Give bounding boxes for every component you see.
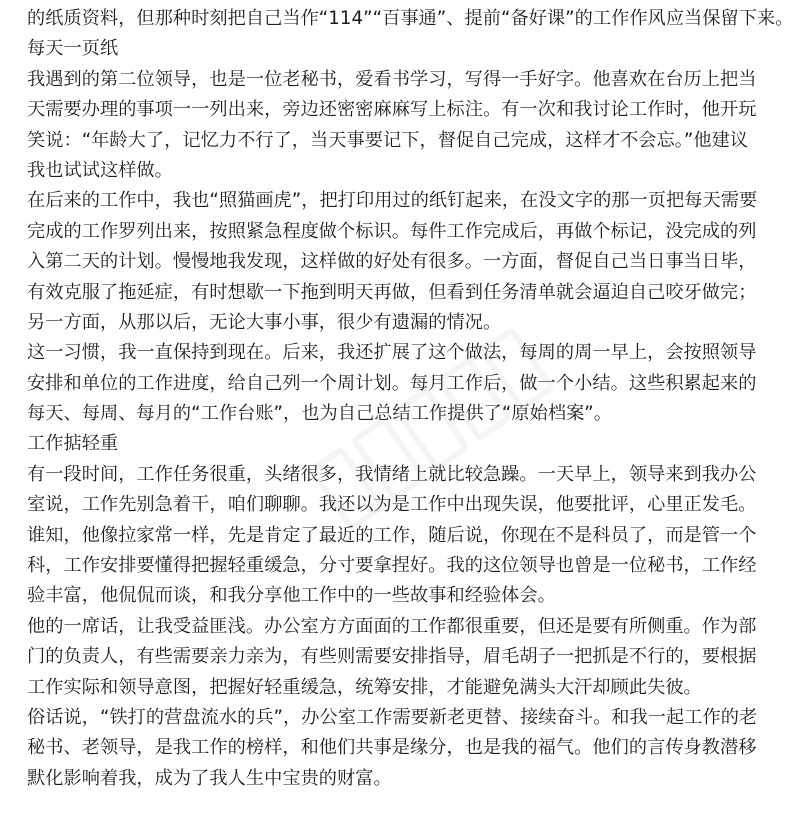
text-line: 另一方面，从那以后，无论大事小事，很少有遗漏的情况。 xyxy=(27,311,502,333)
document-body xyxy=(27,4,794,794)
text-line: 默化影响着我，成为了我人生中宝贵的财富。 xyxy=(27,767,392,789)
text-line: 秘书、老领导，是我工作的榜样，和他们共事是缘分，也是我的福气。他们的言传身教潜移 xyxy=(27,737,757,759)
text-line: 俗话说，“铁打的营盘流水的兵”，办公室工作需要新老更替、接续奋斗。和我一起工作的老 xyxy=(27,706,758,728)
text-line: 笑说：“年龄大了，记忆力不行了，当天事要记下，督促自己完成，这样才不会忘。”他建议 xyxy=(27,129,749,151)
text-line: 完成的工作罗列出来，按照紧急程度做个标识。每件工作完成后，再做个标记，没完成的列 xyxy=(27,220,757,242)
text-line: 入第二天的计划。慢慢地我发现，这样做的好处有很多。一方面，督促自己当日事当日毕， xyxy=(27,251,757,273)
text-line: 科，工作安排要懂得把握轻重缓急，分寸要拿捏好。我的这位领导也曾是一位秘书，工作经 xyxy=(27,555,757,577)
text-line: 门的负责人，有些需要亲力亲为，有些则需要安排指导，眉毛胡子一把抓是不行的，要根据 xyxy=(27,646,757,668)
text-line: 工作实际和领导意图，把握好轻重缓急，统筹安排，才能避免满头大汗却顾此失彼。 xyxy=(27,676,702,698)
section-heading-daily-page: 每天一页纸 xyxy=(27,38,119,60)
text-line: 这一习惯，我一直保持到现在。后来，我还扩展了这个做法，每周的周一早上，会按照领导 xyxy=(27,342,757,364)
section-heading-priorities: 工作掂轻重 xyxy=(27,433,119,455)
text-line: 安排和单位的工作进度，给自己列一个周计划。每月工作后，做一个小结。这些积累起来的 xyxy=(27,372,757,394)
text-line: 室说，工作先别急着干，咱们聊聊。我还以为是工作中出现失误，他要批评，心里正发毛。 xyxy=(27,494,757,516)
text-line: 天需要办理的事项一一列出来，旁边还密密麻麻写上标注。有一次和我讨论工作时，他开玩 xyxy=(27,99,757,121)
text-line: 验丰富，他侃侃而谈，和我分享他工作中的一些故事和经验体会。 xyxy=(27,585,556,607)
text-line: 我也试试这样做。 xyxy=(27,159,173,181)
text-line: 有效克服了拖延症，有时想歇一下拖到明天再做，但看到任务清单就会逼迫自己咬牙做完； xyxy=(27,281,757,303)
text-line: 有一段时间，工作任务很重，头绪很多，我情绪上就比较急躁。一天早上，领导来到我办公 xyxy=(27,463,757,485)
text-line: 谁知，他像拉家常一样，先是肯定了最近的工作，随后说，你现在不是科员了，而是管一个 xyxy=(27,524,757,546)
text-line: 每天、每周、每月的“工作台账”，也为自己总结工作提供了“原始档案”。 xyxy=(27,403,613,425)
text-line: 在后来的工作中，我也“照猫画虎”，把打印用过的纸钉起来，在没文字的那一页把每天需要 xyxy=(27,190,758,212)
text-line: 他的一席话，让我受益匪浅。办公室方方面面的工作都很重要，但还是要有所侧重。作为部 xyxy=(27,615,757,637)
text-line: 的纸质资料，但那种时刻把自己当作“114”“百事通”、提前“备好课”的工作作风应当保留下来。 xyxy=(27,8,794,29)
text-line: 我遇到的第二位领导，也是一位老秘书，爱看书学习，写得一手好字。他喜欢在台历上把当 xyxy=(27,68,757,90)
